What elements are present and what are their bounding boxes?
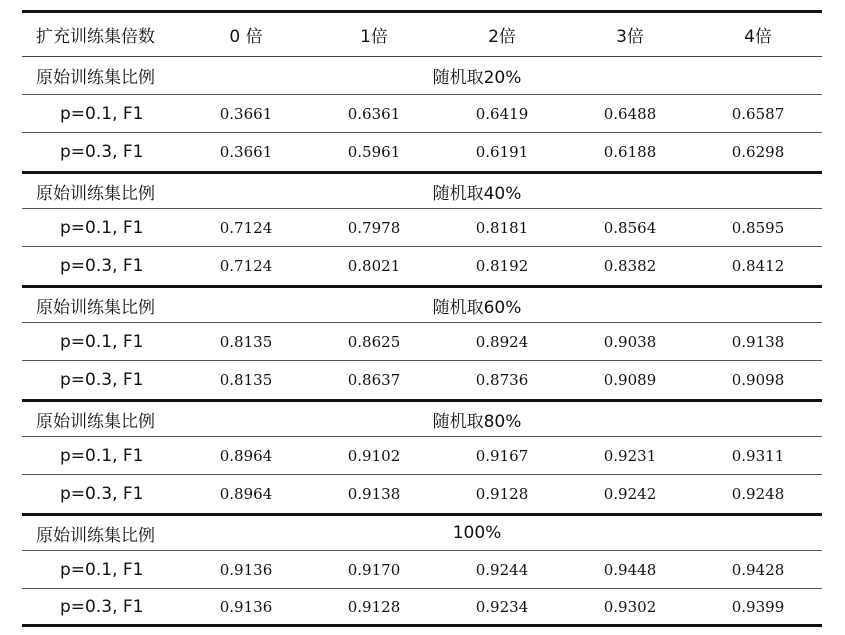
table-cell: 0.9311 (731, 446, 785, 465)
section-label: 原始训练集比例 (36, 525, 155, 546)
table-cell: 0.9448 (603, 560, 657, 579)
section-row (22, 57, 822, 95)
table-cell: 0.6587 (731, 104, 785, 123)
table-cell: 0.8192 (475, 257, 529, 275)
table-cell: 0.5961 (347, 143, 401, 161)
table-cell: 0.6191 (475, 143, 529, 161)
table-cell: 0.9244 (475, 560, 529, 579)
header-col-1x: 1倍 (360, 27, 388, 47)
table-cell: 0.9248 (731, 485, 785, 503)
table-cell: 0.8181 (475, 218, 529, 237)
table-cell: 0.3661 (219, 143, 273, 161)
table-cell: 0.8135 (219, 332, 273, 351)
table-cell: 0.9138 (731, 332, 785, 351)
row-label: p=0.1, F1 (60, 217, 144, 238)
table-cell: 0.9136 (219, 597, 273, 616)
row-label: p=0.1, F1 (60, 445, 144, 466)
table-row (22, 475, 822, 513)
table-cell: 0.8135 (219, 371, 273, 389)
table-row (22, 209, 822, 247)
table-row (22, 361, 822, 399)
table-cell: 0.9399 (731, 597, 785, 616)
table-cell: 0.8595 (731, 218, 785, 237)
table-cell: 0.8924 (475, 332, 529, 351)
row-label: p=0.1, F1 (60, 103, 144, 124)
section-value: 随机取20% (432, 68, 522, 88)
table-cell: 0.3661 (219, 104, 273, 123)
section-value: 随机取60% (432, 297, 522, 318)
row-label: p=0.1, F1 (60, 331, 144, 352)
table-cell: 0.9128 (347, 597, 401, 616)
section-row (22, 285, 822, 323)
table-cell: 0.6419 (475, 104, 529, 123)
table-cell: 0.8964 (219, 485, 273, 503)
row-label: p=0.3, F1 (60, 484, 144, 504)
section-value: 100% (452, 523, 502, 543)
table-cell: 0.6361 (347, 104, 401, 123)
section-row (22, 513, 822, 551)
row-label: p=0.3, F1 (60, 370, 144, 390)
table-cell: 0.9138 (347, 485, 401, 503)
table-cell: 0.9089 (603, 371, 657, 389)
table-cell: 0.9428 (731, 560, 785, 579)
table-cell: 0.9128 (475, 485, 529, 503)
table-cell: 0.9302 (603, 597, 657, 616)
table-cell: 0.8412 (731, 257, 785, 275)
section-row (22, 399, 822, 437)
section-label: 原始训练集比例 (36, 297, 155, 318)
table-row (22, 437, 822, 475)
header-label: 扩充训练集倍数 (36, 27, 155, 47)
table-cell: 0.9102 (347, 446, 401, 465)
table-cell: 0.9098 (731, 371, 785, 389)
table-cell: 0.6488 (603, 104, 657, 123)
header-col-3x: 3倍 (616, 27, 644, 47)
table-row (22, 323, 822, 361)
table-cell: 0.8564 (603, 218, 657, 237)
table-cell: 0.9234 (475, 597, 529, 616)
table-cell: 0.9038 (603, 332, 657, 351)
table-cell: 0.9170 (347, 560, 401, 579)
table-cell: 0.7124 (219, 218, 273, 237)
table-header-row (22, 10, 822, 57)
section-label: 原始训练集比例 (36, 411, 155, 432)
table-row (22, 95, 822, 133)
table-cell: 0.8736 (475, 371, 529, 389)
row-label: p=0.3, F1 (60, 256, 144, 276)
table-cell: 0.8021 (347, 257, 401, 275)
header-col-0x: 0 倍 (229, 27, 263, 47)
section-value: 随机取40% (432, 183, 522, 204)
table-cell: 0.8637 (347, 371, 401, 389)
row-label: p=0.1, F1 (60, 559, 144, 580)
table-cell: 0.9231 (603, 446, 657, 465)
row-label: p=0.3, F1 (60, 142, 144, 162)
section-value: 随机取80% (432, 411, 522, 432)
results-table (22, 0, 822, 627)
header-col-4x: 4倍 (744, 27, 772, 47)
table-cell: 0.6298 (731, 143, 785, 161)
table-cell: 0.6188 (603, 143, 657, 161)
table-row (22, 133, 822, 171)
table-row (22, 247, 822, 285)
table-cell: 0.7124 (219, 257, 273, 275)
table-cell: 0.8382 (603, 257, 657, 275)
header-col-2x: 2倍 (488, 27, 516, 47)
table-cell: 0.8964 (219, 446, 273, 465)
table-cell: 0.7978 (347, 218, 401, 237)
table-cell: 0.8625 (347, 332, 401, 351)
table-cell: 0.9242 (603, 485, 657, 503)
section-label: 原始训练集比例 (36, 68, 155, 88)
row-label: p=0.3, F1 (60, 596, 144, 617)
section-row (22, 171, 822, 209)
section-label: 原始训练集比例 (36, 183, 155, 204)
table-cell: 0.9136 (219, 560, 273, 579)
table-row (22, 589, 822, 627)
table-row (22, 551, 822, 589)
table-cell: 0.9167 (475, 446, 529, 465)
